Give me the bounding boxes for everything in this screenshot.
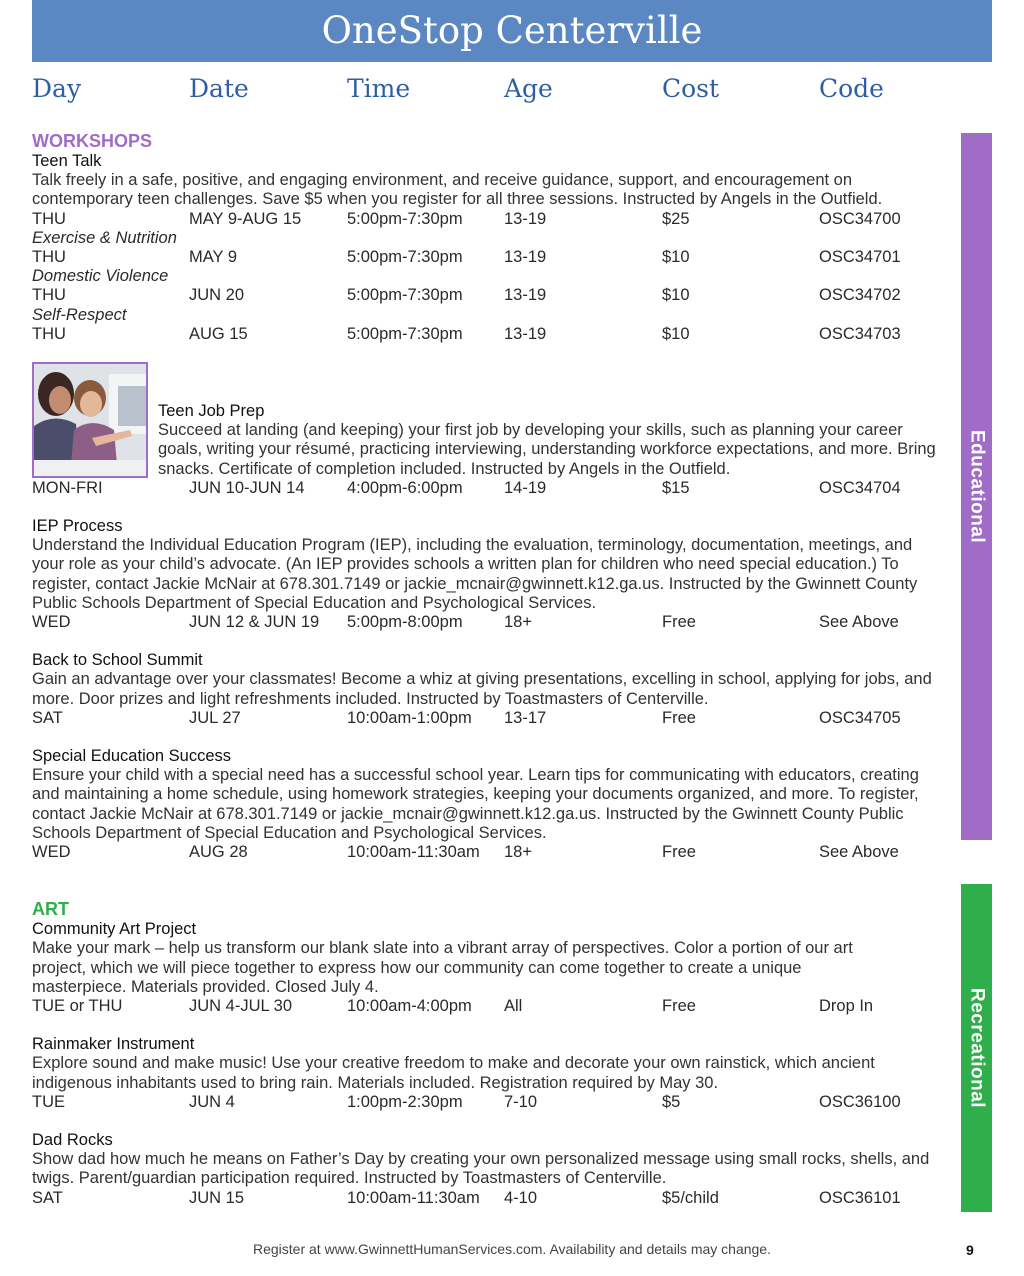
column-header-day: Day xyxy=(32,74,82,103)
program-description: Ensure your child with a special need has a successful school year. Learn tips for communicating with educators, creating and maintaining a home schedule, using homework strategies, keeping your documents organized, and more. To register, contact Jackie McNair at 678.301.7149 or jackie_mcnair@gwinnett.k12.ga.us. Instructed by the Gwinnett County Public Schools Department of Special Education and Psychological Services. xyxy=(32,766,919,842)
people-at-computer-image xyxy=(34,364,146,476)
cell-time: 5:00pm-7:30pm xyxy=(347,286,463,305)
program-teen-job-prep xyxy=(32,362,947,498)
side-tab-label: Recreational xyxy=(966,987,988,1109)
cell-date: MAY 9-AUG 15 xyxy=(189,209,302,228)
side-tab-label: Educational xyxy=(966,429,988,544)
schedule-row xyxy=(32,709,947,728)
cell-cost: $15 xyxy=(662,478,690,497)
cell-date: JUN 12 & JUN 19 xyxy=(189,612,320,631)
cell-age: 18+ xyxy=(504,842,532,861)
cell-code: OSC34702 xyxy=(819,286,901,305)
cell-date: JUN 15 xyxy=(189,1188,245,1207)
cell-cost: Free xyxy=(662,612,696,631)
cell-cost: Free xyxy=(662,708,696,727)
side-tab-educational xyxy=(961,133,992,840)
program-title: Rainmaker Instrument xyxy=(32,1035,195,1054)
cell-date: JUN 10-JUN 14 xyxy=(189,478,305,497)
cell-time: 5:00pm-7:30pm xyxy=(347,209,463,228)
listing-content xyxy=(32,130,947,1208)
column-header-code: Code xyxy=(819,74,884,103)
program-title: Community Art Project xyxy=(32,920,197,939)
cell-age: 13-19 xyxy=(504,248,547,266)
cell-date: MAY 9 xyxy=(189,248,237,266)
cell-cost: $25 xyxy=(662,209,690,228)
teen-job-prep-photo xyxy=(32,362,148,478)
side-tab-recreational xyxy=(961,884,992,1212)
cell-age: 13-17 xyxy=(504,708,547,727)
cell-age: 14-19 xyxy=(504,478,547,497)
cell-code: OSC34701 xyxy=(819,248,901,266)
program-back-to-school-summit xyxy=(32,651,947,728)
cell-cost: $5/child xyxy=(662,1188,719,1207)
cell-day: THU xyxy=(32,209,66,228)
cell-date: AUG 28 xyxy=(189,842,248,861)
cell-age: 13-19 xyxy=(504,209,547,228)
program-description: Make your mark – help us transform our blank slate into a vibrant array of perspectives. Color a portion of our art project, which we will piece together to express how our community can come together to create a unique masterpiece. Materials provided. Closed July 4. xyxy=(32,939,853,996)
column-header-row xyxy=(32,74,992,106)
program-special-education-success xyxy=(32,747,947,862)
cell-cost: $10 xyxy=(662,324,690,343)
cell-age: 4-10 xyxy=(504,1188,538,1207)
schedule-row xyxy=(32,286,947,305)
cell-date: AUG 15 xyxy=(189,324,248,343)
cell-date: JUN 20 xyxy=(189,286,245,305)
column-header-cost: Cost xyxy=(662,74,720,103)
cell-code: OSC36100 xyxy=(819,1092,901,1111)
program-description: Succeed at landing (and keeping) your first job by developing your skills, such as planning your career goals, writing your résumé, practicing interviewing, understanding workforce expectations, and more. Bring snacks. Certificate of completion included. Instructed by Angels in the Outfield. xyxy=(158,421,936,478)
cell-day: SAT xyxy=(32,1188,63,1207)
cell-code: See Above xyxy=(819,842,899,861)
cell-time: 10:00am-11:30am xyxy=(347,1188,480,1207)
cell-date: JUN 4-JUL 30 xyxy=(189,996,293,1015)
cell-code: OSC34704 xyxy=(819,478,901,497)
page-number: 9 xyxy=(966,1242,974,1258)
cell-date: JUN 4 xyxy=(189,1092,235,1111)
cell-time: 5:00pm-7:30pm xyxy=(347,324,463,343)
cell-code: Drop In xyxy=(819,996,874,1015)
program-teen-talk xyxy=(32,152,947,344)
cell-age: 18+ xyxy=(504,612,532,631)
session-label: Self-Respect xyxy=(32,305,127,324)
cell-time: 5:00pm-8:00pm xyxy=(347,612,463,631)
cell-age: 7-10 xyxy=(504,1092,538,1111)
program-description: Show dad how much he means on Father’s Day by creating your own personalized message using small rocks, shells, and twigs. Parent/guardian participation required. Instructed by Toastmasters of Centerville. xyxy=(32,1150,930,1188)
cell-age: All xyxy=(504,996,523,1015)
cell-day: TUE or THU xyxy=(32,996,123,1015)
schedule-row xyxy=(32,325,947,344)
section-title-workshops: WORKSHOPS xyxy=(32,131,153,151)
program-title: Dad Rocks xyxy=(32,1130,113,1149)
program-title: Teen Talk xyxy=(32,152,102,170)
schedule-row xyxy=(32,248,947,267)
cell-cost: Free xyxy=(662,842,696,861)
cell-age: 13-19 xyxy=(504,324,547,343)
program-description: Talk freely in a safe, positive, and engaging environment, and receive guidance, support, and encouragement on contemporary teen challenges. Save $5 when you register for all three sessions. Instructed by Angels in the Outfield. xyxy=(32,171,883,209)
footer-note: Register at www.GwinnettHumanServices.com. Availability and details may change. xyxy=(253,1241,771,1257)
cell-day: SAT xyxy=(32,708,63,727)
cell-day: THU xyxy=(32,324,66,343)
schedule-row xyxy=(32,613,947,632)
cell-code: OSC34705 xyxy=(819,708,901,727)
cell-cost: $10 xyxy=(662,286,690,305)
teen-job-prep-text xyxy=(158,362,947,479)
cell-code: OSC34703 xyxy=(819,324,901,343)
cell-time: 4:00pm-6:00pm xyxy=(347,478,463,497)
program-description: Gain an advantage over your classmates! Become a whiz at giving presentations, excelling in school, applying for jobs, and more. Door prizes and light refreshments included. Instructed by Toastmasters of Centerville. xyxy=(32,670,932,708)
schedule-row xyxy=(32,479,947,498)
page-title: OneStop Centerville xyxy=(321,9,703,52)
column-header-date: Date xyxy=(189,74,249,103)
column-header-time: Time xyxy=(347,74,411,103)
schedule-row xyxy=(32,1093,947,1112)
cell-day: THU xyxy=(32,286,66,305)
cell-cost: $10 xyxy=(662,248,690,266)
program-title: Back to School Summit xyxy=(32,651,203,670)
program-title: Teen Job Prep xyxy=(158,401,265,420)
cell-age: 13-19 xyxy=(504,286,547,305)
cell-time: 1:00pm-2:30pm xyxy=(347,1092,463,1111)
program-description: Understand the Individual Education Program (IEP), including the evaluation, terminology, documentation, meetings, and your role as your child’s advocate. (An IEP provides schools a written plan for children who need special education.) To register, contact Jackie McNair at 678.301.7149 or jackie_mcnair@gwinnett.k12.ga.us. Instructed by the Gwinnett County Public Schools Department of Special Education and Psychological Services. xyxy=(32,536,918,612)
column-header-age: Age xyxy=(504,74,553,103)
cell-day: WED xyxy=(32,612,71,631)
cell-time: 10:00am-4:00pm xyxy=(347,996,472,1015)
cell-code: OSC34700 xyxy=(819,209,901,228)
cell-time: 10:00am-1:00pm xyxy=(347,708,472,727)
cell-day: MON-FRI xyxy=(32,478,103,497)
program-dad-rocks xyxy=(32,1131,947,1208)
cell-cost: Free xyxy=(662,996,696,1015)
cell-code: OSC36101 xyxy=(819,1188,901,1207)
section-title-art: ART xyxy=(32,899,69,920)
program-title: Special Education Success xyxy=(32,746,232,765)
cell-day: THU xyxy=(32,248,66,266)
cell-day: WED xyxy=(32,842,71,861)
cell-cost: $5 xyxy=(662,1092,681,1111)
session-label: Exercise & Nutrition xyxy=(32,228,177,247)
page-banner xyxy=(32,0,992,62)
program-title: IEP Process xyxy=(32,516,123,535)
cell-time: 10:00am-11:30am xyxy=(347,842,480,861)
schedule-row xyxy=(32,843,947,862)
cell-code: See Above xyxy=(819,612,899,631)
schedule-row xyxy=(32,997,947,1016)
schedule-row xyxy=(32,1189,947,1208)
session-label: Domestic Violence xyxy=(32,267,169,286)
program-community-art-project xyxy=(32,920,947,1016)
schedule-row xyxy=(32,210,947,229)
cell-date: JUL 27 xyxy=(189,708,241,727)
cell-day: TUE xyxy=(32,1092,65,1111)
program-rainmaker-instrument xyxy=(32,1035,947,1112)
program-description: Explore sound and make music! Use your creative freedom to make and decorate your own rainstick, which ancient indigenous inhabitants used to bring rain. Materials included. Registration required by May 30. xyxy=(32,1054,875,1092)
cell-time: 5:00pm-7:30pm xyxy=(347,248,463,266)
program-iep-process xyxy=(32,517,947,632)
